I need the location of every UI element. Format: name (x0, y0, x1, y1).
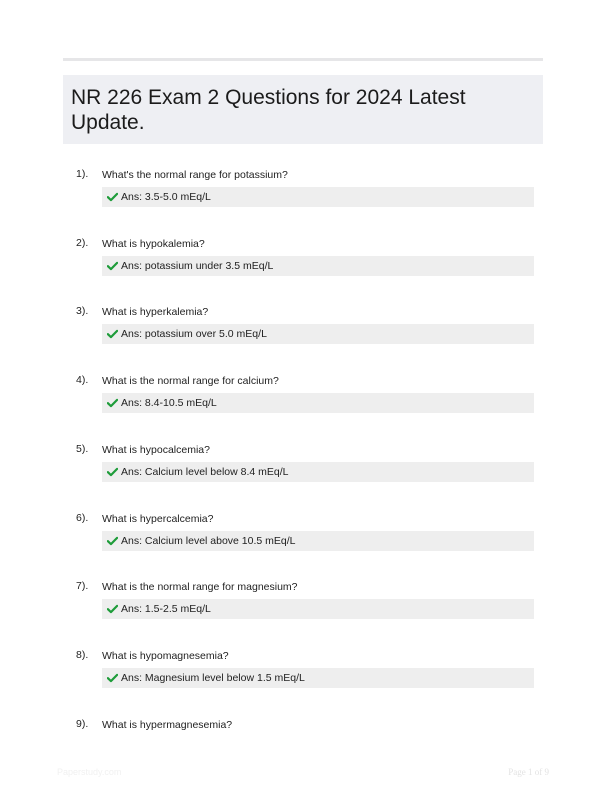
qa-item (0, 648, 606, 717)
answer-text: Ans: 3.5-5.0 mEq/L (121, 191, 211, 203)
answer-box (102, 668, 534, 688)
question-number: 1). (76, 168, 89, 180)
answer-text: Ans: Calcium level below 8.4 mEq/L (121, 466, 289, 478)
qa-item (0, 373, 606, 442)
qa-item (0, 236, 606, 305)
top-divider (63, 58, 543, 61)
check-mark-icon (107, 604, 118, 614)
question-text: What is the normal range for magnesium? (102, 581, 298, 593)
check-mark-icon (107, 673, 118, 683)
question-number: 4). (76, 374, 89, 386)
question-number: 3). (76, 305, 89, 317)
question-text: What is hypercalcemia? (102, 513, 214, 525)
check-mark-icon (107, 467, 118, 477)
answer-box (102, 462, 534, 482)
qa-item (0, 511, 606, 580)
question-text: What is hypermagnesemia? (102, 719, 233, 731)
check-mark-icon (107, 261, 118, 271)
check-mark-icon (107, 329, 118, 339)
question-text: What is the normal range for calcium? (102, 375, 279, 387)
answer-text: Ans: 1.5-2.5 mEq/L (121, 603, 211, 615)
footer-watermark: Paperstudy.com (57, 767, 122, 777)
check-mark-icon (107, 536, 118, 546)
answer-box (102, 256, 534, 276)
answer-text: Ans: Calcium level above 10.5 mEq/L (121, 535, 296, 547)
answer-text: Ans: potassium over 5.0 mEq/L (121, 328, 267, 340)
title-banner (63, 75, 543, 144)
answer-text: Ans: Magnesium level below 1.5 mEq/L (121, 672, 305, 684)
question-text: What is hypokalemia? (102, 238, 205, 250)
answer-text: Ans: potassium under 3.5 mEq/L (121, 260, 274, 272)
qa-item (0, 579, 606, 648)
question-number: 6). (76, 512, 89, 524)
answer-box (102, 393, 534, 413)
question-number: 7). (76, 580, 89, 592)
check-mark-icon (107, 398, 118, 408)
answer-box (102, 599, 534, 619)
page-title: NR 226 Exam 2 Questions for 2024 Latest Update. (71, 86, 466, 134)
question-number: 8). (76, 649, 89, 661)
question-text: What is hyperkalemia? (102, 306, 209, 318)
answer-box (102, 187, 534, 207)
question-number: 9). (76, 718, 89, 730)
answer-box (102, 324, 534, 344)
question-text: What is hypocalcemia? (102, 444, 210, 456)
question-text: What's the normal range for potassium? (102, 169, 288, 181)
qa-item (0, 167, 606, 236)
question-number: 2). (76, 237, 89, 249)
answer-text: Ans: 8.4-10.5 mEq/L (121, 397, 217, 409)
page-number: Page 1 of 9 (508, 767, 549, 777)
question-text: What is hypomagnesemia? (102, 650, 229, 662)
check-mark-icon (107, 192, 118, 202)
qa-item (0, 304, 606, 373)
answer-box (102, 531, 534, 551)
question-number: 5). (76, 443, 89, 455)
qa-item (0, 442, 606, 511)
